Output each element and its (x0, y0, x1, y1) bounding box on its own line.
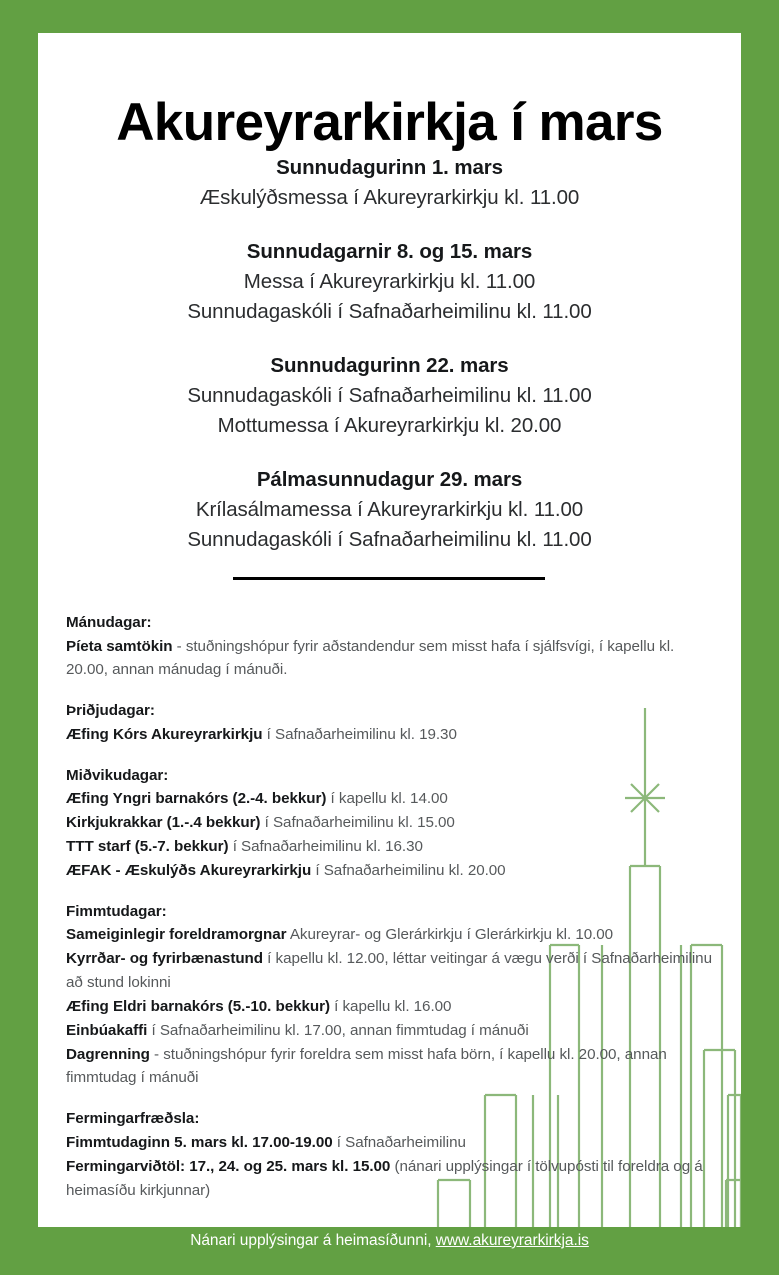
program-day-group (66, 611, 714, 682)
program-item-details: - stuðningshópur fyrir aðstandendur sem misst hafa í sjálfsvígi, í kapellu kl. 20.00, annan mánudag í mánuði. (66, 637, 675, 679)
program-item-name: Æfing Yngri barnakórs (2.-4. bekkur) (66, 790, 327, 808)
program-day-group (66, 699, 714, 746)
program-item-details: í Safnaðarheimilinu (332, 1133, 466, 1151)
program-item (66, 835, 714, 859)
program-item (66, 1131, 714, 1155)
program-item-details: í Safnaðarheimilinu kl. 15.00 (260, 814, 455, 832)
program-item-name: Einbúakaffi (66, 1021, 148, 1039)
program-item-name: Kyrrðar- og fyrirbænastund (66, 950, 264, 968)
service-line: Sunnudagaskóli í Safnaðarheimilinu kl. 11.00 (187, 300, 592, 324)
program-item (66, 635, 714, 683)
program-day-group (66, 1107, 714, 1202)
program-day-heading: Fermingarfræðsla: (66, 1110, 200, 1128)
services-section (38, 153, 741, 578)
service-block (38, 351, 741, 441)
program-item-details: í Safnaðarheimilinu kl. 20.00 (311, 861, 506, 879)
section-divider (233, 577, 545, 580)
program-item-details: (nánari upplýsingar í tölvupósti til foreldra og á heimasíðu kirkjunnar) (66, 1157, 703, 1199)
service-line: Mottumessa í Akureyrarkirkju kl. 20.00 (217, 413, 562, 437)
program-item-details: í Safnaðarheimilinu kl. 17.00, annan fimmtudag í mánuði (147, 1021, 529, 1039)
program-item (66, 859, 714, 883)
program-item-name: Fimmtudaginn 5. mars kl. 17.00-19.00 (66, 1133, 333, 1151)
program-item (66, 1019, 714, 1043)
program-item (66, 995, 714, 1019)
program-item (66, 947, 714, 995)
program-day-group (66, 900, 714, 1091)
program-day-heading: Mánudagar: (66, 614, 152, 631)
program-item-name: Æfing Kórs Akureyrarkirkju (66, 725, 263, 743)
program-item-details: - stuðningshópur fyrir foreldra sem misst hafa börn, í kapellu kl. 20.00, annan fimmtudag í mánuði (66, 1045, 667, 1087)
service-line: Sunnudagaskóli í Safnaðarheimilinu kl. 11.00 (187, 384, 592, 408)
program-item-name: ÆFAK - Æskulýðs Akureyrarkirkju (66, 861, 312, 879)
program-item-name: Dagrenning (66, 1045, 150, 1063)
program-item-details: Akureyrar- og Glerárkirkju í Glerárkirkju kl. 10.00 (286, 926, 614, 944)
weekly-program-section (66, 611, 714, 1219)
program-item-name: Fermingarviðtöl: 17., 24. og 25. mars kl. 15.00 (66, 1157, 391, 1175)
service-date-heading: Sunnudagurinn 22. mars (270, 353, 509, 377)
program-day-heading: Miðvikudagar: (66, 766, 169, 784)
page-title: Akureyrarkirkja í mars (116, 92, 663, 152)
program-item-name: Píeta samtökin (66, 637, 173, 655)
program-item-details: í kapellu kl. 16.00 (330, 997, 452, 1015)
program-item (66, 787, 714, 811)
program-item-name: TTT starf (5.-7. bekkur) (66, 837, 229, 855)
website-link[interactable]: www.akureyrarkirkja.is (435, 1232, 589, 1249)
service-line: Krílasálmamessa í Akureyrarkirkju kl. 11.00 (195, 497, 584, 521)
program-day-heading: Fimmtudagar: (66, 902, 167, 920)
program-item (66, 1043, 714, 1091)
program-item (66, 723, 714, 747)
program-item (66, 1155, 714, 1203)
service-block (38, 465, 741, 555)
service-line: Messa í Akureyrarkirkju kl. 11.00 (243, 270, 536, 294)
program-item-name: Æfing Eldri barnakórs (5.-10. bekkur) (66, 997, 330, 1015)
program-item-details: í kapellu kl. 14.00 (326, 790, 448, 808)
program-item (66, 811, 714, 835)
program-item (66, 923, 714, 947)
program-item-name: Sameiginlegir foreldramorgnar (66, 926, 287, 944)
service-date-heading: Sunnudagarnir 8. og 15. mars (246, 240, 533, 264)
program-day-heading: Þriðjudagar: (66, 702, 155, 720)
service-line: Sunnudagaskóli í Safnaðarheimilinu kl. 11.00 (187, 527, 592, 551)
program-day-group (66, 764, 714, 883)
poster-card (38, 33, 741, 1227)
service-date-heading: Sunnudagurinn 1. mars (276, 156, 503, 179)
service-block (38, 153, 741, 213)
program-item-details: í Safnaðarheimilinu kl. 16.30 (228, 837, 423, 855)
service-date-heading: Pálmasunnudagur 29. mars (256, 467, 523, 491)
program-item-details: í Safnaðarheimilinu kl. 19.30 (262, 725, 457, 743)
program-item-details: í kapellu kl. 12.00, léttar veitingar á vægu verði í Safnaðarheimilinu að stund lokinni (66, 950, 712, 991)
service-line: Æskulýðsmessa í Akureyrarkirkju kl. 11.00 (199, 186, 580, 210)
service-block (38, 237, 741, 327)
footer (0, 1232, 779, 1250)
program-item-name: Kirkjukrakkar (1.-.4 bekkur) (66, 814, 261, 832)
footer-text: Nánari upplýsingar á heimasíðunni, (190, 1232, 436, 1249)
